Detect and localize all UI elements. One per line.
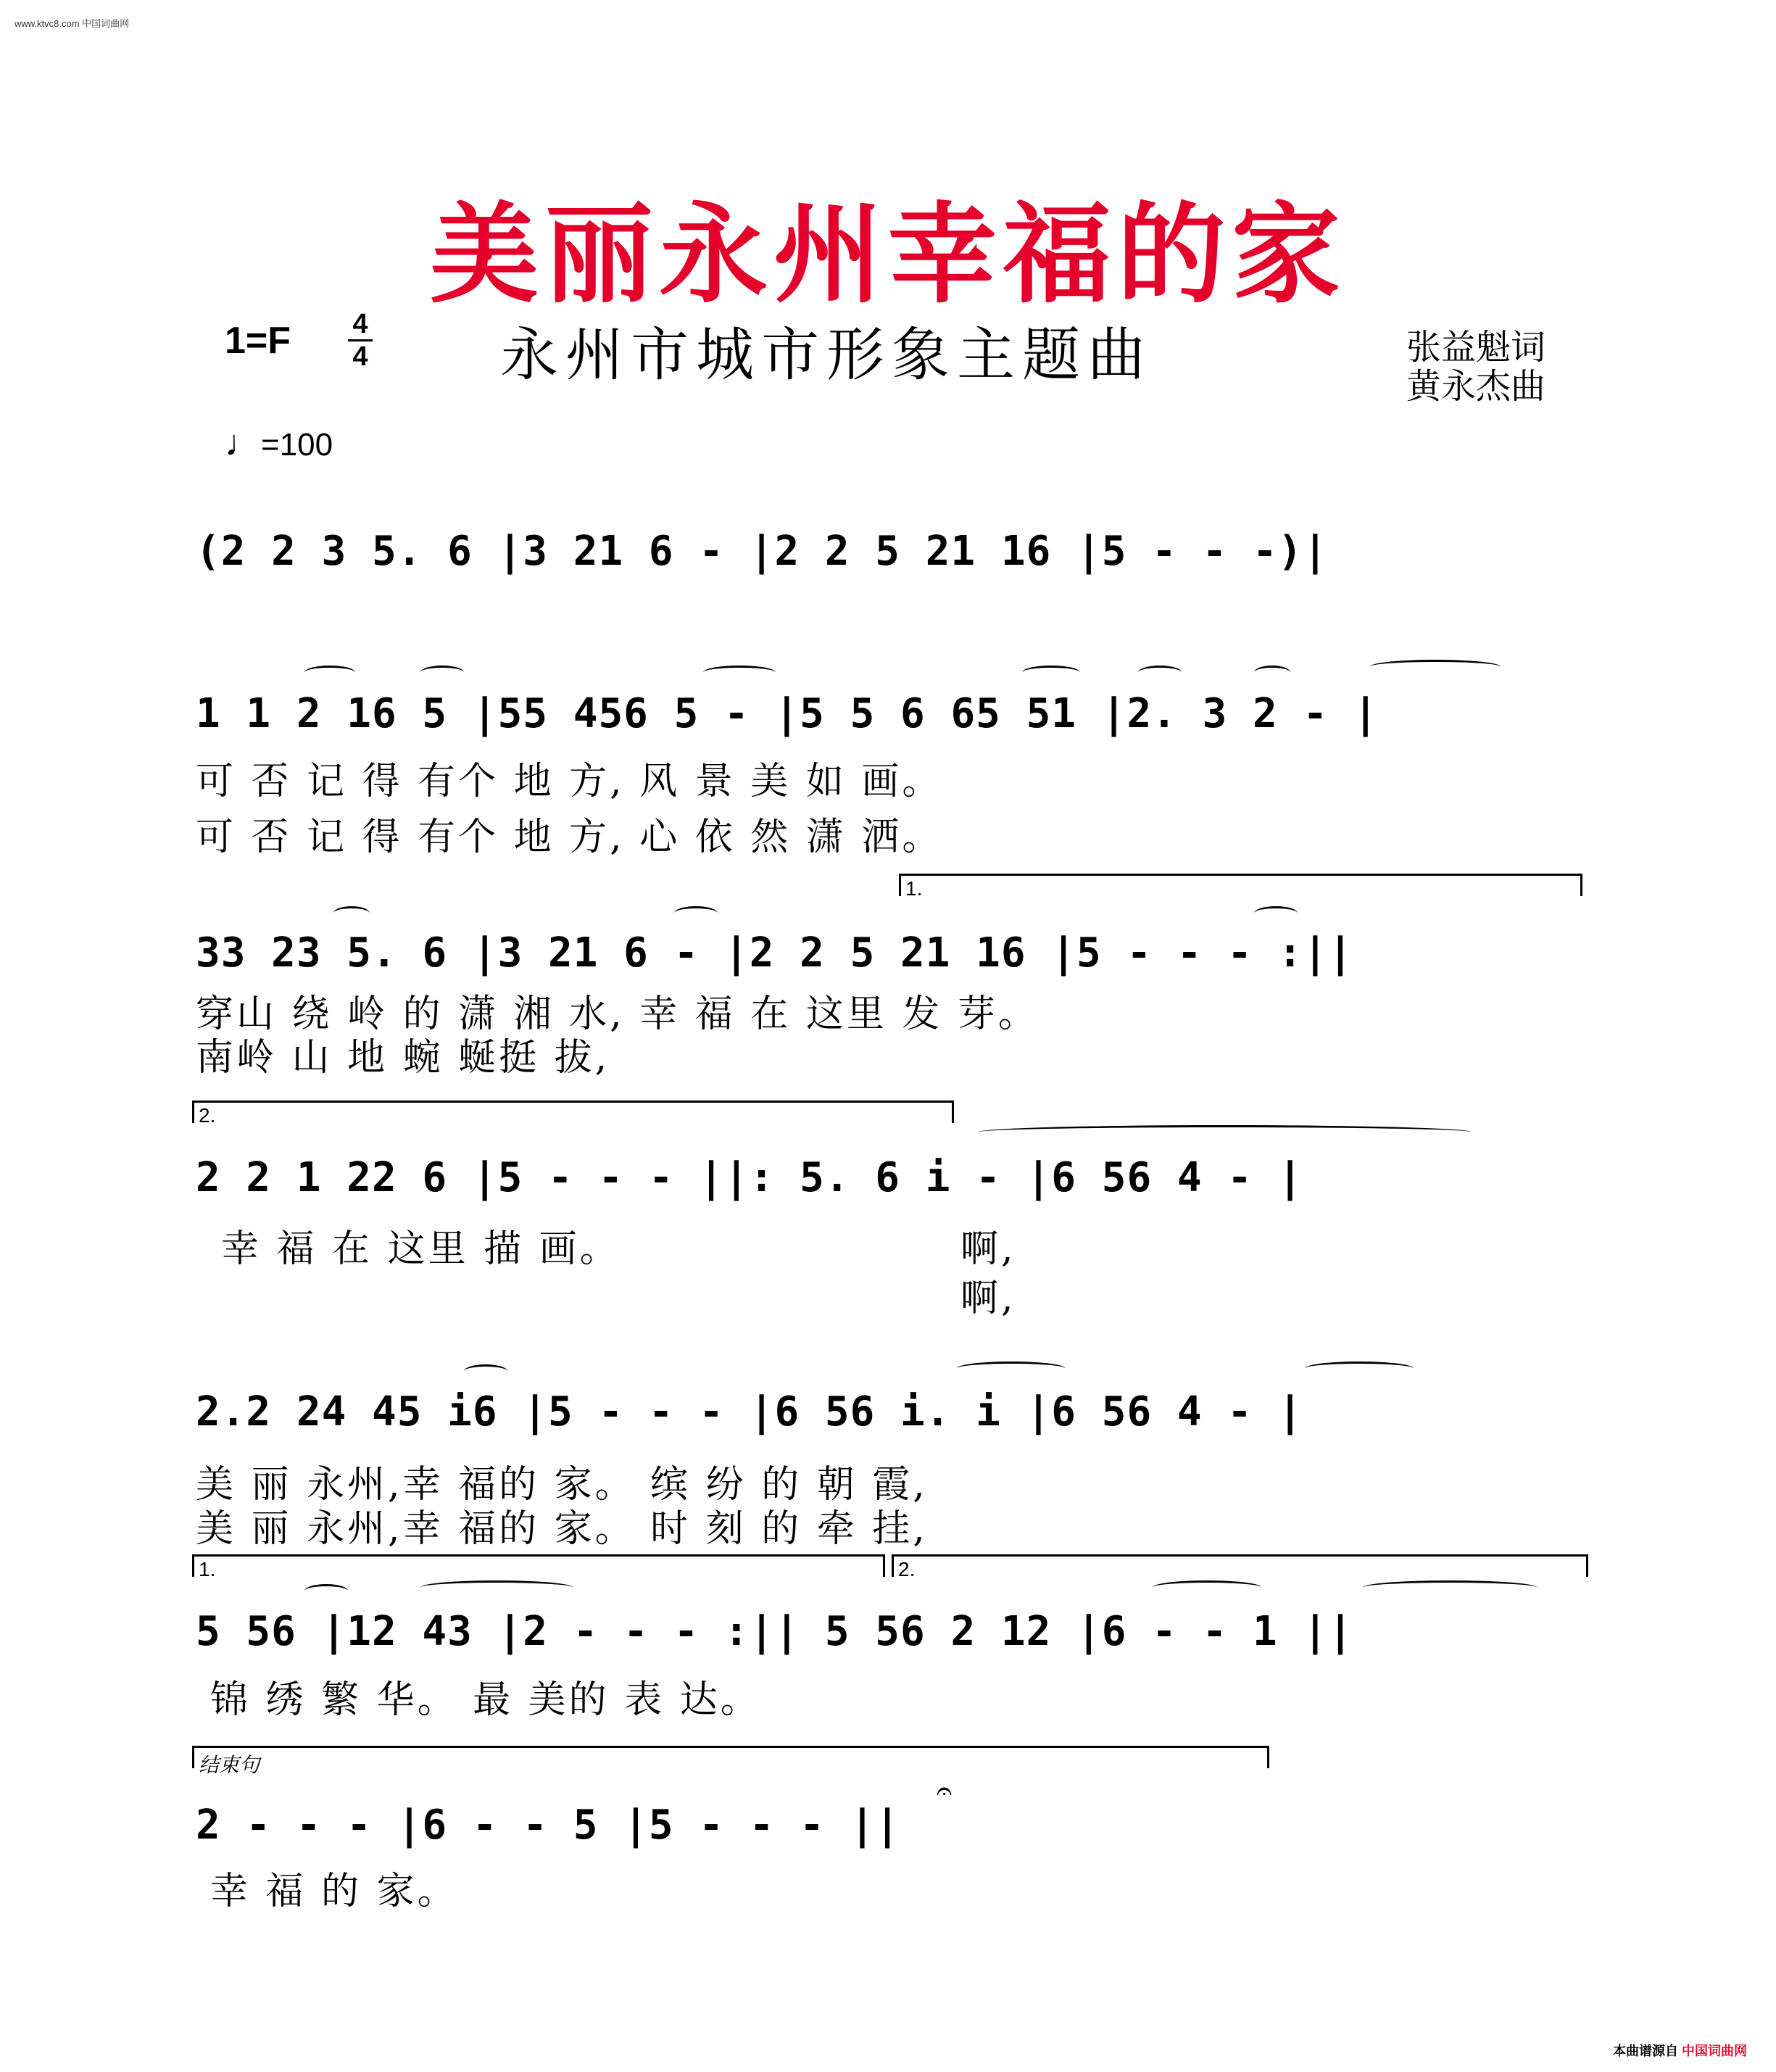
volta-label-1: 1.	[905, 877, 923, 900]
score-row-6: 2 - - - |6 - - 5 |5 - - - ||	[196, 1802, 901, 1849]
slur-mark	[1363, 1580, 1537, 1594]
score-row-3: 2 2 1 22 6 |5 - - - ||: 5. 6 i - |6 56 4 - |	[196, 1154, 1303, 1201]
slur-mark	[420, 666, 464, 679]
lyric-row-4-verse-2: 美 丽 永州,幸 福的 家。 时 刻 的 牵 挂,	[196, 1507, 928, 1551]
volta-label-1b: 1.	[199, 1558, 216, 1580]
slur-mark	[1370, 660, 1501, 674]
lyric-row-2-verse-2: 南岭 山 地 蜿 蜒挺 拔,	[196, 1036, 610, 1079]
volta-first-ending	[899, 874, 1582, 900]
source-credit	[1613, 2041, 1747, 2060]
score-row-4: 2.2 24 45 i6 |5 - - - |6 56 i. i |6 56 4 - |	[196, 1388, 1303, 1435]
lyric-row-6: 幸 福 的 家。	[210, 1870, 458, 1913]
lyric-row-1-verse-2: 可 否 记 得 有个 地 方, 心 依 然 潇 洒。	[196, 816, 943, 859]
tempo-value: =100	[261, 427, 333, 463]
slur-mark	[420, 1580, 573, 1594]
lyric-row-1-verse-1: 可 否 记 得 有个 地 方, 风 景 美 如 画。	[196, 760, 943, 803]
slur-mark	[674, 906, 718, 920]
slur-mark	[304, 1584, 348, 1598]
slur-mark	[703, 666, 776, 679]
credit-prefix: 本曲谱源自	[1612, 2044, 1678, 2058]
slur-mark	[957, 1362, 1066, 1375]
slur-mark	[1305, 1362, 1414, 1375]
volta-ending	[192, 1746, 1269, 1776]
slur-mark	[333, 906, 370, 920]
lyric-row-3-ah-2: 啊,	[960, 1277, 1016, 1320]
time-signature	[348, 310, 373, 370]
quarter-note-icon: ♩	[225, 423, 261, 463]
volta-second-ending-b	[892, 1554, 1588, 1580]
slur-mark	[979, 1125, 1472, 1139]
fermata-icon: 𝄐	[937, 1775, 953, 1807]
song-subtitle: 永州市城市形象主题曲	[500, 321, 1153, 389]
slur-mark	[1153, 1580, 1261, 1594]
volta-label-2b: 2.	[898, 1558, 916, 1580]
composer: 黄永杰曲	[1406, 366, 1546, 407]
site-watermark: www.ktvc8.com 中国词曲网	[14, 18, 130, 29]
ending-label: 结束句	[199, 1754, 260, 1776]
slur-mark	[1138, 666, 1182, 679]
score-row-2: 33 23 5. 6 |3 21 6 - |2 2 5 21 16 |5 - - - :||	[196, 929, 1353, 977]
time-signature-top: 4	[352, 309, 368, 339]
slur-mark	[464, 1364, 507, 1378]
score-row-intro: (2 2 3 5. 6 |3 21 6 - |2 2 5 21 16 |5 - - -)|	[196, 528, 1329, 575]
score-row-1: 1 1 2 16 5 |55 456 5 - |5 5 6 65 51 |2. 3 2 - |	[196, 690, 1379, 737]
lyric-row-5: 锦 绣 繁 华。 最 美的 表 达。	[210, 1678, 761, 1722]
key-signature: 1=F	[225, 320, 291, 362]
volta-second-ending	[192, 1101, 954, 1127]
lyricist: 张益魁词	[1406, 327, 1546, 368]
lyric-row-3-verse-1: 幸 福 在 这里 描 画。	[221, 1227, 621, 1271]
slur-mark	[1022, 666, 1080, 679]
score-row-5: 5 56 |12 43 |2 - - - :|| 5 56 2 12 |6 - - 1 ||	[196, 1608, 1353, 1655]
volta-first-ending-b	[192, 1554, 885, 1580]
slur-mark	[1254, 906, 1298, 920]
slur-mark	[1254, 666, 1290, 679]
slur-mark	[304, 666, 355, 679]
lyric-row-2-verse-1: 穿山 绕 岭 的 潇 湘 水, 幸 福 在 这里 发 芽。	[196, 993, 1039, 1036]
lyric-row-4-verse-1: 美 丽 永州,幸 福的 家。 缤 纷 的 朝 霞,	[196, 1463, 928, 1507]
volta-label-2: 2.	[199, 1104, 216, 1127]
time-signature-bottom: 4	[352, 341, 368, 372]
tempo-marking	[225, 422, 333, 464]
credit-site: 中国词曲网	[1682, 2044, 1747, 2058]
song-title: 美丽永州幸福的家	[429, 191, 1346, 318]
lyric-row-3-ah-1: 啊,	[960, 1227, 1016, 1271]
